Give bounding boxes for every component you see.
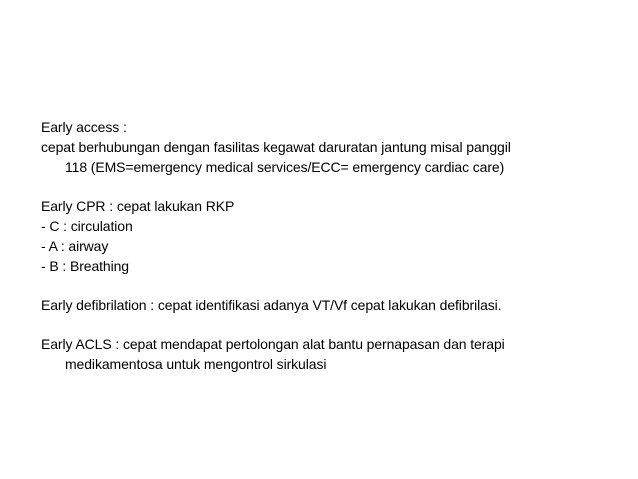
early-access-text: cepat berhubungan dengan fasilitas kegawat daruratan jantung misal panggil [41, 139, 511, 155]
early-cpr-heading: Early CPR : cepat lakukan RKP [41, 198, 235, 214]
cpr-step-circulation: - C : circulation [41, 218, 133, 234]
early-acls-text-continued: medikamentosa untuk mengontrol sirkulasi [65, 356, 327, 372]
slide-body [41, 117, 611, 393]
early-defibrillation-section [41, 295, 611, 315]
early-defibrillation-text: Early defibrilation : cepat identifikasi adanya VT/Vf cepat lakukan defibrilasi. [41, 297, 502, 313]
cpr-steps-list [41, 216, 611, 276]
early-access-heading: Early access : [41, 119, 127, 135]
early-access-text-continued: 118 (EMS=emergency medical services/ECC= emergency cardiac care) [65, 159, 505, 175]
early-acls-text: Early ACLS : cepat mendapat pertolongan alat bantu pernapasan dan terapi [41, 336, 505, 352]
early-cpr-section [41, 196, 611, 276]
cpr-step-airway: - A : airway [41, 238, 109, 254]
early-acls-section [41, 334, 611, 374]
cpr-step-breathing: - B : Breathing [41, 258, 129, 274]
early-access-section [41, 117, 611, 177]
